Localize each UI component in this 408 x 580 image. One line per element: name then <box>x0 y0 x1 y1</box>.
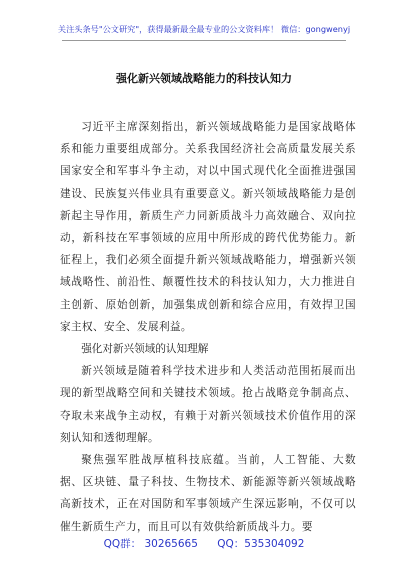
body-paragraph: 新兴领域是随着科学技术进步和人类活动范围拓展而出现的新型战略空间和关键技术领域。抢占战略竞争制高点、夺取未来战争主动权，有赖于对新兴领域技术价值作用的深刻认知和透彻理解。 <box>60 365 356 444</box>
header-divider <box>62 40 346 41</box>
section-heading: 强化对新兴领域的认知理解 <box>81 343 209 356</box>
footer-qq-group: QQ群： 30265665 <box>103 538 198 550</box>
body-paragraph: 聚焦强军胜战厚植科技底蕴。当前，人工智能、大数据、区块链、量子科技、生物技术、新能源等新兴领域战略高新技术，正在对国防和军事领域产生深远影响，不仅可以催生新质生产力，而且可以有效供给新质战斗力。要 <box>60 454 356 533</box>
document-title: 强化新兴领域战略能力的科技认知力 <box>116 72 292 85</box>
footer-contact <box>0 536 408 551</box>
footer-qq: QQ：535304092 <box>217 538 305 550</box>
document-body <box>60 116 356 538</box>
header-note: 关注头条号"公文研究"，获得最新最全最专业的公文资料库！ 微信：gongwenyj <box>57 24 351 34</box>
body-paragraph: 习近平主席深刻指出，新兴领域战略能力是国家战略体系和能力重要组成部分。关系我国经济社会高质量发展关系国家安全和军事斗争主动，对以中国式现代化全面推进强国建设、民族复兴伟业具有重要意义。新兴领域战略能力是创新起主导作用，新质生产力同新质战斗力高效融合、双向拉动，新科技在军事领域的应用中所形成的跨代优势能力。新征程上，我们必须全面提升新兴领域战略能力，增强新兴领域战略性、前沿性、颠覆性技术的科技认知力，大力推进自主创新、原始创新，加强集成创新和综合应用，有效捍卫国家主权、安全、发展利益。 <box>60 121 356 333</box>
